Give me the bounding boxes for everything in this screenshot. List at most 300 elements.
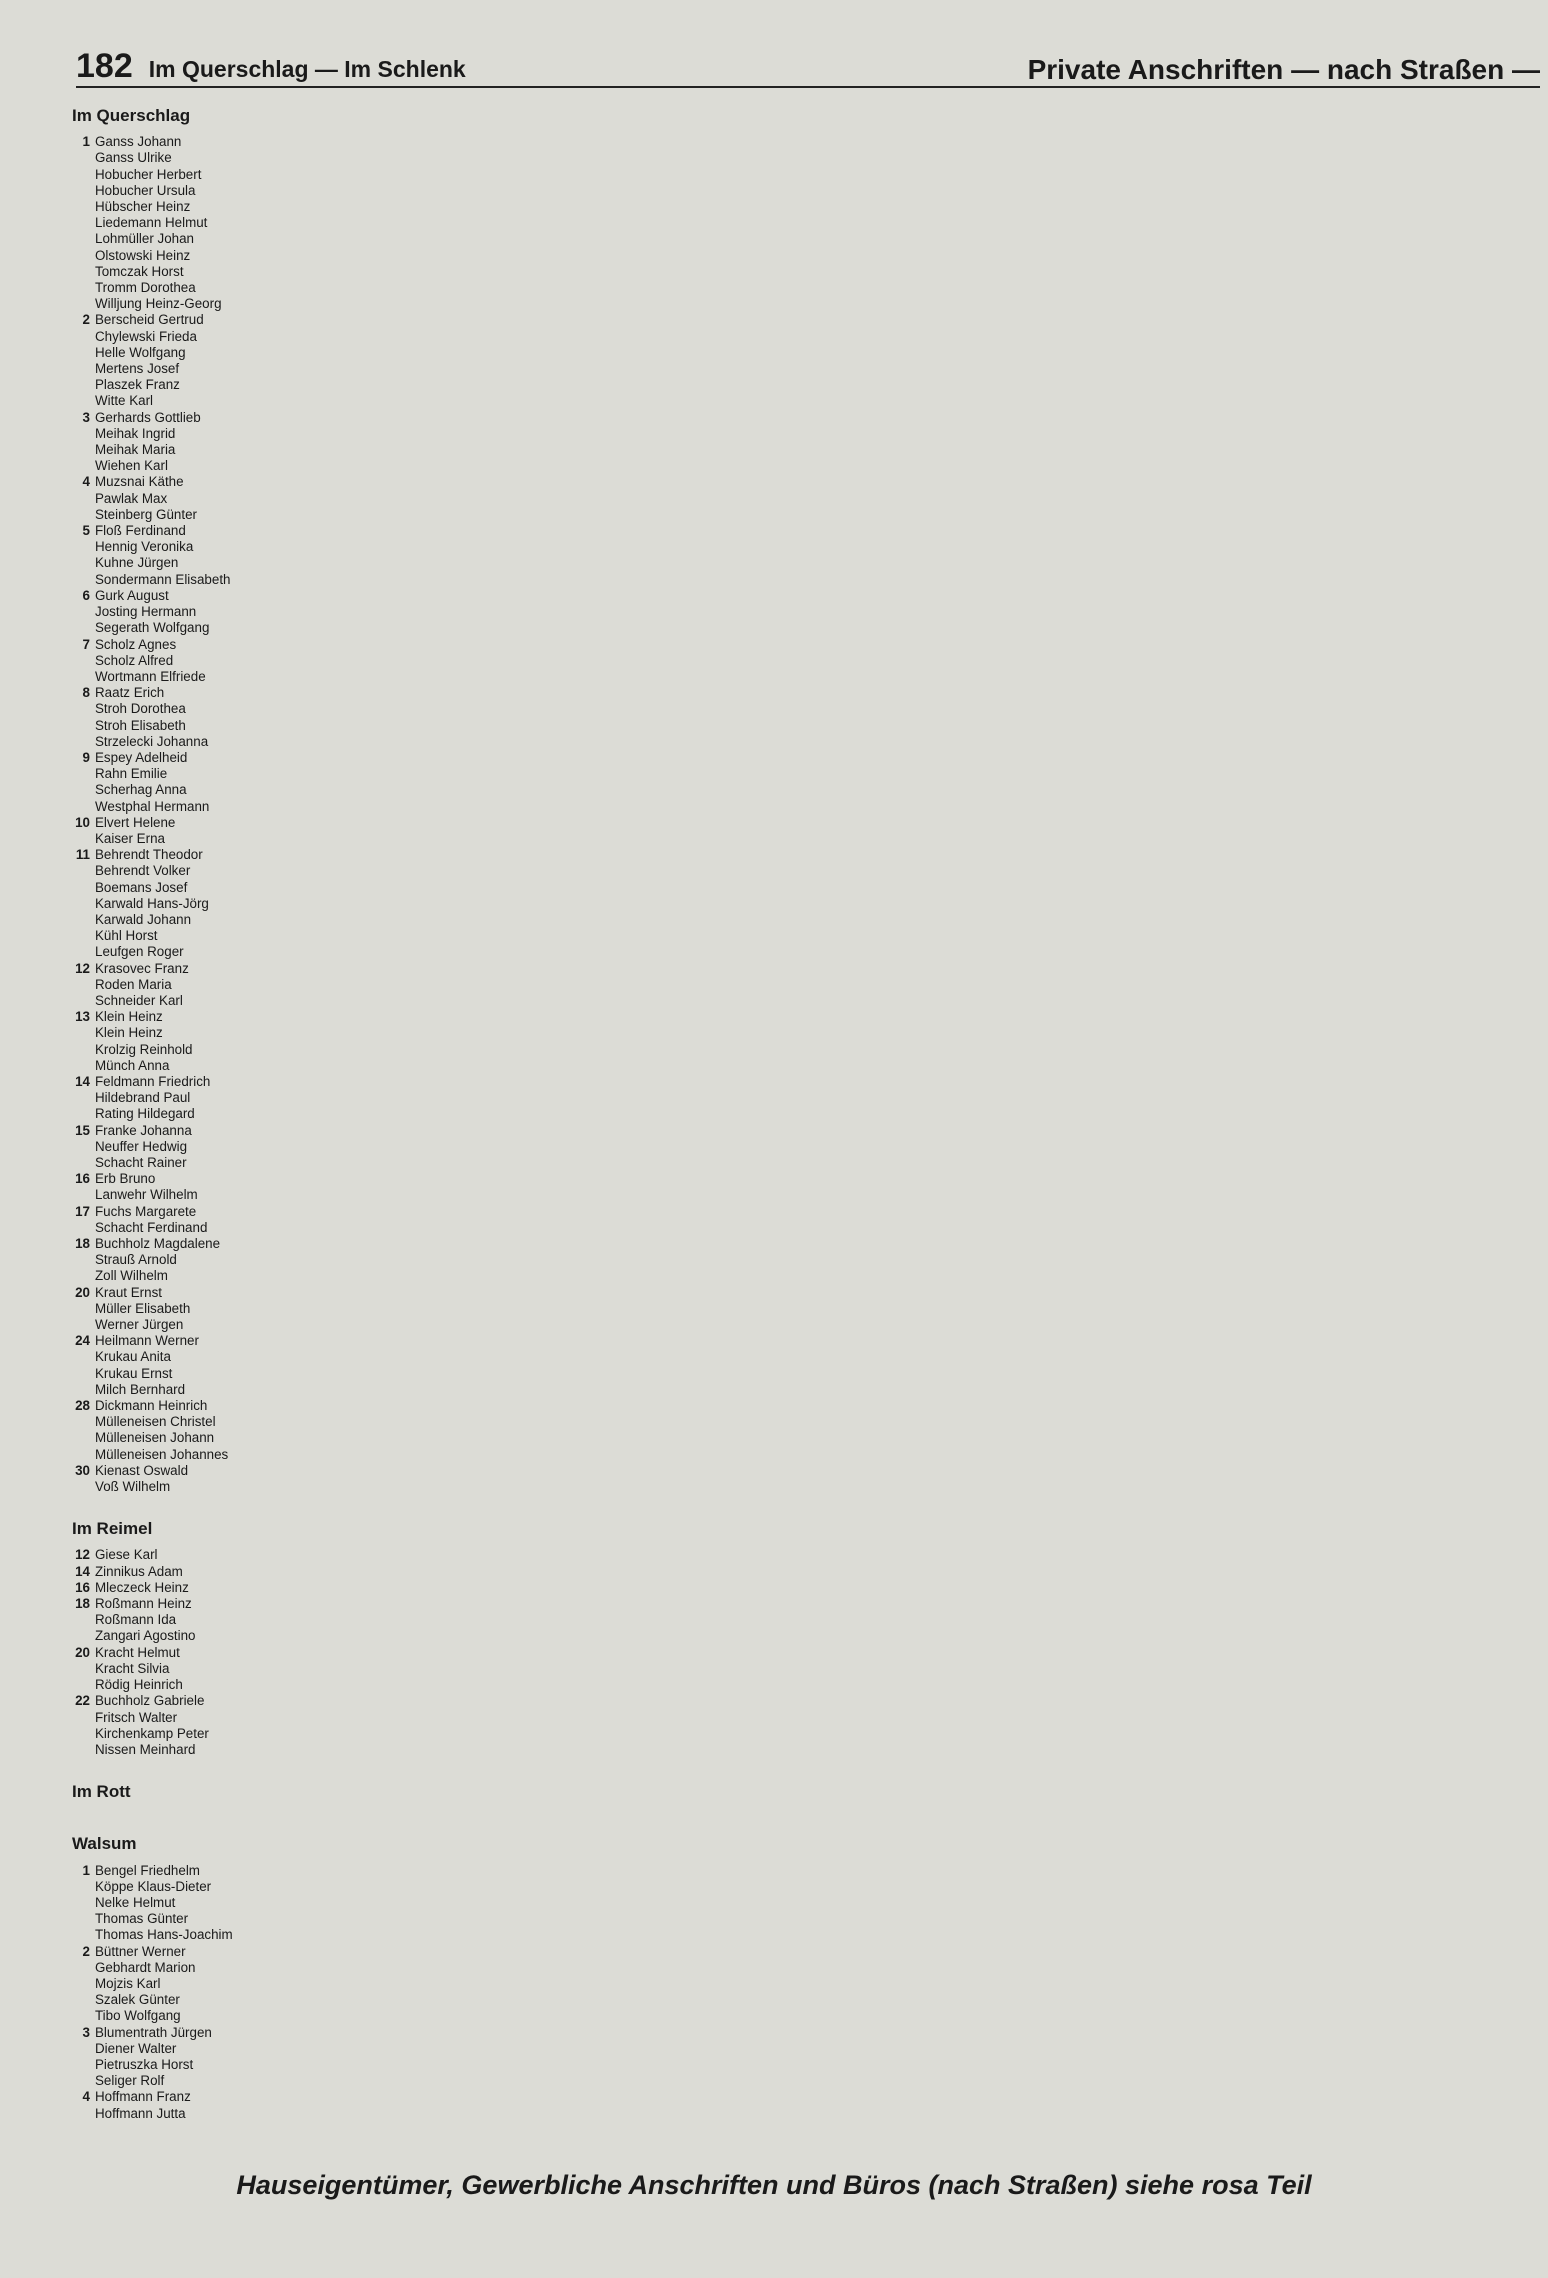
resident-entry — [70, 1106, 271, 1122]
house-number — [70, 1612, 95, 1628]
resident-name: Roßmann Heinz — [95, 1596, 192, 1612]
section-spacer — [70, 1810, 271, 1832]
resident-entry — [70, 750, 271, 766]
resident-name: Karwald Johann — [95, 911, 192, 927]
resident-entry — [70, 718, 271, 734]
resident-name: Stroh Elisabeth — [95, 717, 186, 733]
house-number — [70, 1992, 95, 2008]
resident-entry — [70, 620, 271, 636]
resident-entry — [70, 555, 271, 571]
resident-name: Kienast Oswald — [95, 1462, 189, 1478]
house-number — [70, 1430, 95, 1446]
house-number — [70, 1927, 95, 1943]
resident-name: Ganss Johann — [95, 134, 182, 150]
resident-entry — [70, 1285, 271, 1301]
resident-entry — [70, 993, 271, 1009]
house-number: 5 — [82, 523, 90, 539]
house-number — [70, 248, 95, 264]
resident-name: Pawlak Max — [95, 490, 168, 506]
resident-entry — [70, 134, 271, 150]
directory-column — [1127, 104, 1328, 2128]
resident-name: Lohmüller Johan — [95, 231, 195, 247]
resident-entry — [70, 1661, 271, 1677]
house-number — [70, 1742, 95, 1758]
resident-entry — [70, 863, 271, 879]
resident-name: Mülleneisen Johannes — [95, 1446, 229, 1462]
resident-entry — [70, 1992, 271, 2008]
house-number — [70, 2057, 95, 2073]
house-number — [70, 1447, 95, 1463]
house-number — [70, 1879, 95, 1895]
house-number — [70, 264, 95, 280]
resident-entry — [70, 1580, 271, 1596]
resident-name: Strzelecki Johanna — [95, 733, 209, 749]
resident-name: Lanwehr Wilhelm — [95, 1187, 198, 1203]
house-number — [70, 669, 95, 685]
footer-note: Hauseigentümer, Gewerbliche Anschriften und Büros (nach Straßen) siehe rosa Teil — [236, 2170, 1312, 2200]
house-number — [70, 1911, 95, 1927]
house-number — [70, 993, 95, 1009]
resident-name: Buchholz Gabriele — [95, 1693, 205, 1709]
house-number — [70, 1414, 95, 1430]
house-number: 12 — [75, 1547, 90, 1563]
house-number — [70, 215, 95, 231]
house-number — [70, 183, 95, 199]
resident-entry — [70, 1944, 271, 1960]
resident-name: Münch Anna — [95, 1057, 170, 1073]
resident-name: Chylewski Frieda — [95, 328, 197, 344]
house-number — [70, 1726, 95, 1742]
resident-entry — [70, 1430, 271, 1446]
resident-name: Behrendt Theodor — [95, 847, 203, 863]
resident-entry — [70, 669, 271, 685]
resident-entry — [70, 393, 271, 409]
resident-name: Floß Ferdinand — [95, 523, 186, 539]
house-number — [70, 620, 95, 636]
resident-name: Helle Wolfgang — [95, 344, 186, 360]
house-number: 28 — [75, 1398, 90, 1414]
resident-entry — [70, 458, 271, 474]
house-number — [70, 880, 95, 896]
resident-name: Hobucher Ursula — [95, 182, 196, 198]
house-number: 1 — [82, 134, 90, 150]
resident-entry — [70, 442, 271, 458]
house-number — [70, 2041, 95, 2057]
house-number: 4 — [82, 2089, 90, 2105]
house-number — [70, 1976, 95, 1992]
resident-name: Witte Karl — [95, 393, 154, 409]
resident-entry — [70, 377, 271, 393]
house-number: 30 — [75, 1462, 90, 1478]
resident-entry — [70, 1301, 271, 1317]
resident-name: Zinnikus Adam — [95, 1563, 183, 1579]
house-number — [70, 1025, 95, 1041]
resident-name: Hennig Veronika — [95, 539, 194, 555]
resident-entry — [70, 1645, 271, 1661]
resident-name: Mertens Josef — [95, 361, 180, 377]
resident-name: Raatz Erich — [95, 685, 165, 701]
house-number — [70, 1349, 95, 1365]
house-number: 12 — [75, 960, 90, 976]
resident-entry — [70, 2057, 271, 2073]
house-number: 14 — [75, 1563, 90, 1579]
resident-entry — [70, 1414, 271, 1430]
resident-name: Leufgen Roger — [95, 944, 184, 960]
resident-name: Müller Elisabeth — [95, 1300, 191, 1316]
resident-name: Heilmann Werner — [95, 1333, 199, 1349]
resident-entry — [70, 928, 271, 944]
house-number — [70, 491, 95, 507]
house-number — [70, 296, 95, 312]
resident-name: Meihak Maria — [95, 442, 176, 458]
resident-entry — [70, 2041, 271, 2057]
resident-name: Kaiser Erna — [95, 830, 165, 846]
resident-name: Nissen Meinhard — [95, 1741, 196, 1757]
resident-name: Westphal Hermann — [95, 798, 210, 814]
house-number: 20 — [75, 1284, 90, 1300]
house-number — [70, 345, 95, 361]
house-number — [70, 1677, 95, 1693]
resident-entry — [70, 199, 271, 215]
resident-entry — [70, 799, 271, 815]
house-number — [70, 426, 95, 442]
resident-entry — [70, 961, 271, 977]
resident-entry — [70, 896, 271, 912]
resident-name: Fuchs Margarete — [95, 1203, 197, 1219]
resident-entry — [70, 734, 271, 750]
house-number — [70, 977, 95, 993]
directory-column — [493, 104, 694, 2128]
house-number — [70, 912, 95, 928]
resident-name: Köppe Klaus-Dieter — [95, 1878, 212, 1894]
house-number — [70, 831, 95, 847]
directory-column — [70, 104, 271, 2128]
resident-name: Kuhne Jürgen — [95, 555, 179, 571]
house-number: 16 — [75, 1579, 90, 1595]
resident-entry — [70, 231, 271, 247]
house-number — [70, 507, 95, 523]
resident-name: Segerath Wolfgang — [95, 620, 210, 636]
house-number — [70, 944, 95, 960]
house-number: 18 — [75, 1596, 90, 1612]
resident-entry — [70, 296, 271, 312]
resident-name: Behrendt Volker — [95, 863, 191, 879]
resident-name: Gurk August — [95, 587, 169, 603]
resident-entry — [70, 1895, 271, 1911]
resident-entry — [70, 1366, 271, 1382]
resident-entry — [70, 847, 271, 863]
resident-entry — [70, 782, 271, 798]
resident-name: Kracht Helmut — [95, 1644, 180, 1660]
house-number — [70, 1710, 95, 1726]
resident-name: Ganss Ulrike — [95, 150, 172, 166]
resident-entry — [70, 361, 271, 377]
resident-name: Hobucher Herbert — [95, 166, 202, 182]
resident-entry — [70, 523, 271, 539]
house-number: 2 — [82, 312, 90, 328]
resident-entry — [70, 880, 271, 896]
house-number: 3 — [82, 409, 90, 425]
resident-entry — [70, 1677, 271, 1693]
resident-name: Wiehen Karl — [95, 458, 168, 474]
resident-name: Rating Hildegard — [95, 1106, 195, 1122]
house-number: 3 — [82, 2024, 90, 2040]
resident-name: Krukau Anita — [95, 1349, 171, 1365]
resident-entry — [70, 1447, 271, 1463]
resident-name: Pietruszka Horst — [95, 2056, 194, 2072]
house-number — [70, 1220, 95, 1236]
resident-entry — [70, 1139, 271, 1155]
resident-entry — [70, 2008, 271, 2024]
resident-name: Voß Wilhelm — [95, 1479, 171, 1495]
house-number — [70, 2008, 95, 2024]
resident-name: Szalek Günter — [95, 1992, 180, 2008]
resident-entry — [70, 248, 271, 264]
resident-entry — [70, 2106, 271, 2122]
resident-name: Diener Walter — [95, 2040, 177, 2056]
house-number: 20 — [75, 1644, 90, 1660]
resident-name: Roßmann Ida — [95, 1612, 177, 1628]
resident-name: Berscheid Gertrud — [95, 312, 204, 328]
house-number — [70, 1366, 95, 1382]
house-number — [70, 1252, 95, 1268]
section-spacer — [70, 1758, 271, 1780]
resident-entry — [70, 2025, 271, 2041]
house-number: 22 — [75, 1693, 90, 1709]
resident-entry — [70, 912, 271, 928]
house-number: 8 — [82, 685, 90, 701]
resident-name: Thomas Hans-Joachim — [95, 1927, 233, 1943]
resident-name: Krukau Ernst — [95, 1365, 173, 1381]
directory-column — [281, 104, 482, 2128]
street-heading: Im Rott — [72, 1782, 131, 1802]
house-number: 1 — [82, 1862, 90, 1878]
directory-column — [1339, 104, 1540, 2128]
resident-name: Gebhardt Marion — [95, 1959, 196, 1975]
house-number: 6 — [82, 587, 90, 603]
resident-name: Plaszek Franz — [95, 377, 180, 393]
resident-entry — [70, 1596, 271, 1612]
house-number — [70, 539, 95, 555]
resident-name: Elvert Helene — [95, 814, 176, 830]
house-number — [70, 896, 95, 912]
resident-name: Thomas Günter — [95, 1911, 189, 1927]
house-number: 11 — [75, 847, 90, 863]
house-number — [70, 1960, 95, 1976]
resident-entry — [70, 264, 271, 280]
resident-entry — [70, 1564, 271, 1580]
resident-name: Meihak Ingrid — [95, 425, 176, 441]
resident-entry — [70, 604, 271, 620]
resident-entry — [70, 977, 271, 993]
page-number: 182 — [76, 47, 133, 85]
resident-name: Krolzig Reinhold — [95, 1041, 193, 1057]
resident-name: Nelke Helmut — [95, 1894, 176, 1910]
house-number — [70, 199, 95, 215]
resident-name: Neuffer Hedwig — [95, 1138, 188, 1154]
resident-name: Scholz Agnes — [95, 636, 177, 652]
resident-entry — [70, 1220, 271, 1236]
house-number — [70, 863, 95, 879]
house-number: 15 — [75, 1122, 90, 1138]
resident-entry — [70, 1187, 271, 1203]
resident-name: Stroh Dorothea — [95, 701, 186, 717]
house-number: 4 — [82, 474, 90, 490]
resident-entry — [70, 831, 271, 847]
directory-columns — [70, 104, 1540, 2128]
resident-name: Muzsnai Käthe — [95, 474, 184, 490]
resident-entry — [70, 1693, 271, 1709]
resident-entry — [70, 491, 271, 507]
house-number: 7 — [82, 636, 90, 652]
resident-entry — [70, 1025, 271, 1041]
resident-name: Zangari Agostino — [95, 1628, 196, 1644]
resident-entry — [70, 167, 271, 183]
resident-entry — [70, 2073, 271, 2089]
house-number — [70, 1382, 95, 1398]
resident-entry — [70, 410, 271, 426]
resident-entry — [70, 1710, 271, 1726]
resident-name: Boemans Josef — [95, 879, 188, 895]
resident-name: Kirchenkamp Peter — [95, 1725, 209, 1741]
resident-name: Mleczeck Heinz — [95, 1579, 189, 1595]
resident-name: Willjung Heinz-Georg — [95, 296, 222, 312]
resident-name: Kühl Horst — [95, 928, 158, 944]
resident-entry — [70, 701, 271, 717]
resident-entry — [70, 215, 271, 231]
resident-name: Hoffmann Jutta — [95, 2105, 186, 2121]
resident-name: Rahn Emilie — [95, 766, 168, 782]
resident-name: Hildebrand Paul — [95, 1090, 191, 1106]
resident-entry — [70, 572, 271, 588]
house-number: 2 — [82, 1943, 90, 1959]
resident-entry — [70, 1204, 271, 1220]
house-number — [70, 1317, 95, 1333]
resident-name: Schacht Rainer — [95, 1155, 187, 1170]
house-number — [70, 1661, 95, 1677]
resident-entry — [70, 1042, 271, 1058]
house-number: 14 — [75, 1073, 90, 1089]
house-number: 16 — [75, 1171, 90, 1187]
resident-name: Werner Jürgen — [95, 1317, 184, 1333]
resident-entry — [70, 1317, 271, 1333]
resident-entry — [70, 1911, 271, 1927]
resident-name: Kraut Ernst — [95, 1284, 162, 1300]
resident-entry — [70, 1009, 271, 1025]
resident-name: Steinberg Günter — [95, 506, 197, 522]
resident-name: Blumentrath Jürgen — [95, 2024, 212, 2040]
resident-entry — [70, 312, 271, 328]
house-number — [70, 1895, 95, 1911]
house-number: 17 — [75, 1203, 90, 1219]
resident-entry — [70, 637, 271, 653]
resident-name: Tomczak Horst — [95, 263, 184, 279]
resident-entry — [70, 766, 271, 782]
resident-name: Krasovec Franz — [95, 960, 189, 976]
resident-name: Sondermann Elisabeth — [95, 571, 231, 587]
resident-name: Hoffmann Franz — [95, 2089, 191, 2105]
resident-entry — [70, 1612, 271, 1628]
house-number — [70, 1187, 95, 1203]
page-header — [76, 34, 1540, 88]
resident-name: Tibo Wolfgang — [95, 2008, 181, 2024]
resident-entry — [70, 1123, 271, 1139]
house-number — [70, 1106, 95, 1122]
resident-name: Dickmann Heinrich — [95, 1398, 208, 1414]
resident-entry — [70, 1976, 271, 1992]
resident-name: Scholz Alfred — [95, 652, 174, 668]
house-number — [70, 329, 95, 345]
resident-name: Klein Heinz — [95, 1009, 163, 1025]
resident-name: Milch Bernhard — [95, 1381, 186, 1397]
resident-entry — [70, 1349, 271, 1365]
resident-name: Karwald Hans-Jörg — [95, 895, 209, 911]
resident-name: Hübscher Heinz — [95, 199, 191, 215]
house-number — [70, 1628, 95, 1644]
resident-name: Schneider Karl — [95, 992, 183, 1008]
house-number — [70, 718, 95, 734]
house-number — [70, 653, 95, 669]
resident-entry — [70, 1463, 271, 1479]
resident-name: Franke Johanna — [95, 1122, 192, 1138]
resident-entry — [70, 474, 271, 490]
resident-entry — [70, 1382, 271, 1398]
resident-entry — [70, 2089, 271, 2105]
resident-entry — [70, 1074, 271, 1090]
resident-name: Liedemann Helmut — [95, 215, 208, 231]
street-heading: Im Querschlag — [72, 106, 191, 125]
resident-entry — [70, 1171, 271, 1187]
resident-entry — [70, 426, 271, 442]
house-number — [70, 1058, 95, 1074]
resident-entry — [70, 345, 271, 361]
resident-name: Feldmann Friedrich — [95, 1073, 211, 1089]
house-number — [70, 2073, 95, 2089]
resident-entry — [70, 1628, 271, 1644]
section-spacer — [70, 1495, 271, 1517]
street-heading: Im Reimel — [72, 1519, 153, 1539]
resident-name: Giese Karl — [95, 1547, 158, 1563]
resident-entry — [70, 1479, 271, 1495]
house-number — [70, 458, 95, 474]
house-number — [70, 766, 95, 782]
house-number — [70, 442, 95, 458]
house-number — [70, 1268, 95, 1284]
directory-column — [704, 104, 905, 2128]
resident-name: Roden Maria — [95, 976, 172, 992]
resident-entry — [70, 944, 271, 960]
house-number — [70, 1090, 95, 1106]
resident-entry — [70, 1268, 271, 1284]
resident-entry — [70, 507, 271, 523]
house-number — [70, 1479, 95, 1495]
house-number — [70, 1301, 95, 1317]
house-number — [70, 150, 95, 166]
resident-entry — [70, 685, 271, 701]
resident-name: Strauß Arnold — [95, 1252, 177, 1268]
resident-entry — [70, 1879, 271, 1895]
resident-name: Klein Heinz — [95, 1025, 163, 1041]
resident-name: Scherhag Anna — [95, 782, 187, 798]
header-right-title: Private Anschriften — nach Straßen — — [1027, 54, 1540, 85]
resident-name: Erb Bruno — [95, 1171, 156, 1187]
resident-name: Tromm Dorothea — [95, 280, 196, 296]
house-number: 24 — [75, 1333, 90, 1349]
resident-name: Gerhards Gottlieb — [95, 409, 201, 425]
resident-name: Rödig Heinrich — [95, 1677, 183, 1693]
resident-entry — [70, 539, 271, 555]
resident-name: Seliger Rolf — [95, 2073, 165, 2089]
